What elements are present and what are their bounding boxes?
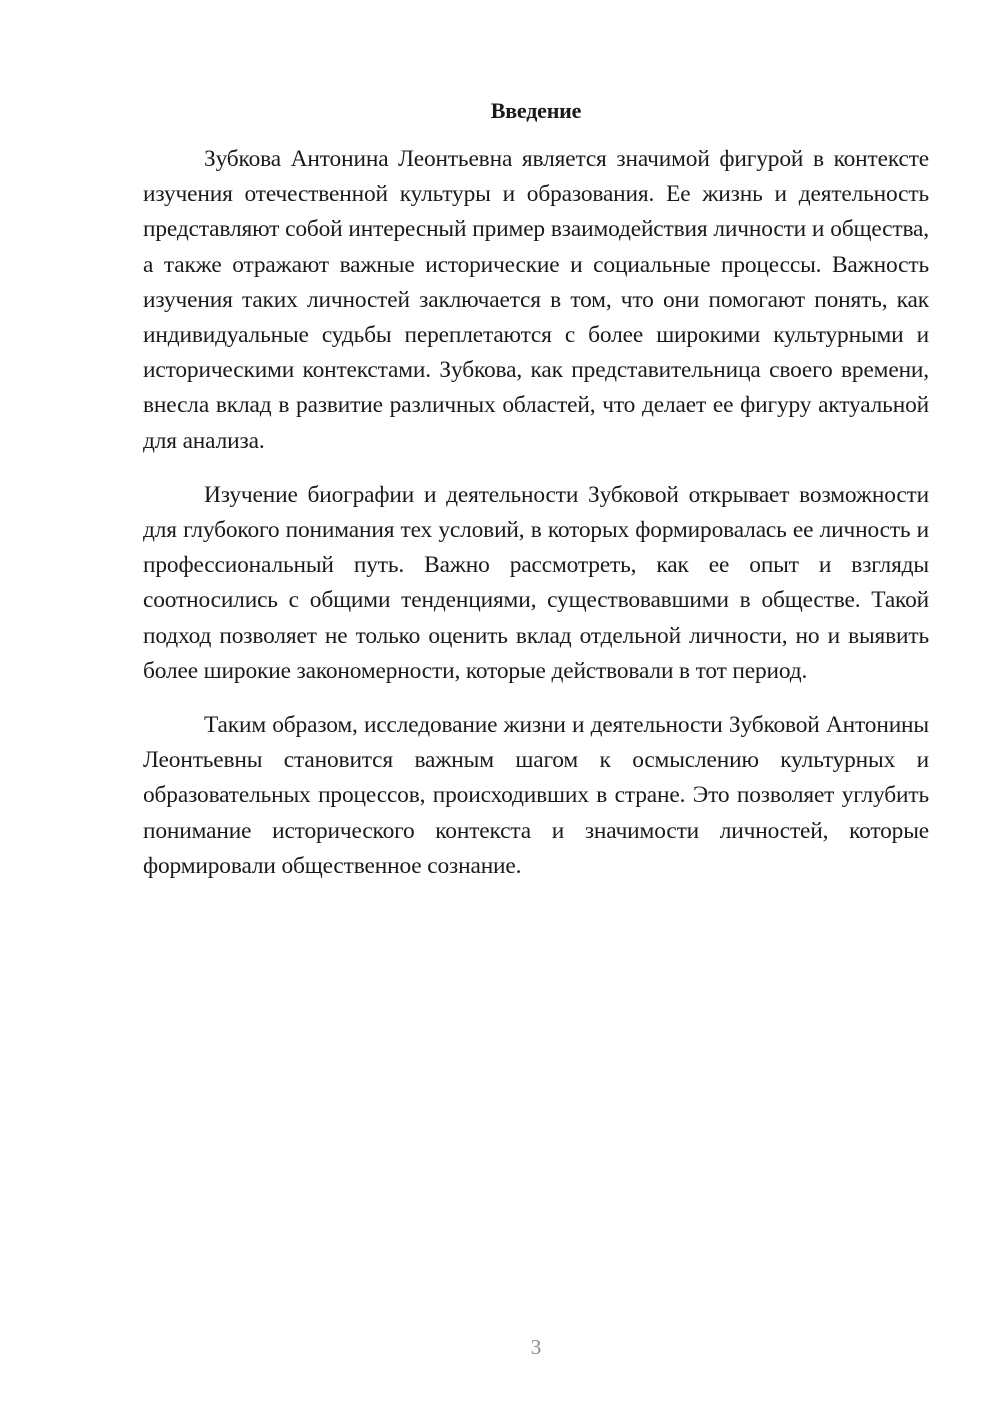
page-number: 3 xyxy=(530,1335,542,1359)
paragraph-2: Изучение биографии и деятельности Зубковой открывает возможности для глубокого понимания тех условий, в которых формировалась ее личность и профессиональный путь. Важно рассмотреть, как ее опыт и взгляды соотносились с общими тенденциями, существовавшими в обществе. Такой подход позволяет не только оценить вклад отдельной личности, но и выявить более широкие закономерности, которые действовали в тот период. xyxy=(143,481,929,684)
section-heading: Введение xyxy=(490,98,582,123)
paragraph-3: Таким образом, исследование жизни и деятельности Зубковой Антонины Леонтьевны становится важным шагом к осмыслению культурных и образовательных процессов, происходивших в стране. Это позволяет углубить понимание исторического контекста и значимости личностей, которые формировали общественное сознание. xyxy=(143,712,929,879)
document-body xyxy=(143,142,929,884)
paragraph-1: Зубкова Антонина Леонтьевна является значимой фигурой в контексте изучения отечественной культуры и образования. Ее жизнь и деятельность представляют собой интересный пример взаимодействия личности и общества, а также отражают важные исторические и социальные процессы. Важность изучения таких личностей заключается в том, что они помогают понять, как индивидуальные судьбы переплетаются с более широкими культурными и историческими контекстами. Зубкова, как представительница своего времени, внесла вклад в развитие различных областей, что делает ее фигуру актуальной для анализа. xyxy=(143,146,929,454)
